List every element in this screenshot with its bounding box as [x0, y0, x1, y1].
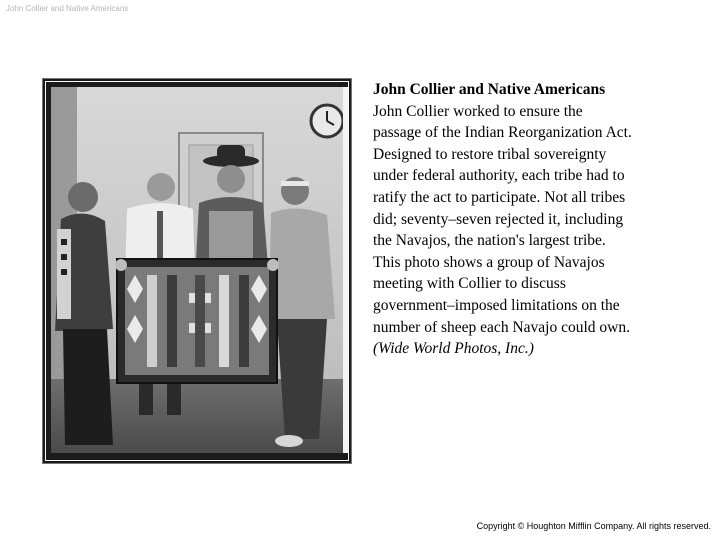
- body-line: government–imposed limitations on the: [373, 296, 620, 314]
- historical-photo: [42, 78, 352, 464]
- body-line: Designed to restore tribal sovereignty: [373, 145, 607, 163]
- slide-text: [373, 79, 693, 360]
- body-line: the Navajos, the nation's largest tribe.: [373, 232, 606, 250]
- body-line: meeting with Collier to discuss: [373, 275, 566, 293]
- body-line: ratify the act to participate. Not all tribes: [373, 188, 626, 206]
- header-note: John Collier and Native Americans: [6, 4, 129, 13]
- photo-credit: (Wide World Photos, Inc.): [373, 340, 534, 358]
- body-line: did; seventy–seven rejected it, including: [373, 210, 624, 228]
- body-line: John Collier worked to ensure the: [373, 102, 583, 120]
- photo-illustration: [43, 79, 351, 463]
- slide-title: John Collier and Native Americans: [373, 81, 606, 98]
- copyright-notice: Copyright © Houghton Mifflin Company. All rights reserved.: [476, 521, 711, 531]
- body-line: This photo shows a group of Navajos: [373, 253, 605, 271]
- body-line: number of sheep each Navajo could own.: [373, 318, 630, 336]
- body-line: under federal authority, each tribe had to: [373, 167, 625, 185]
- body-line: passage of the Indian Reorganization Act.: [373, 124, 632, 142]
